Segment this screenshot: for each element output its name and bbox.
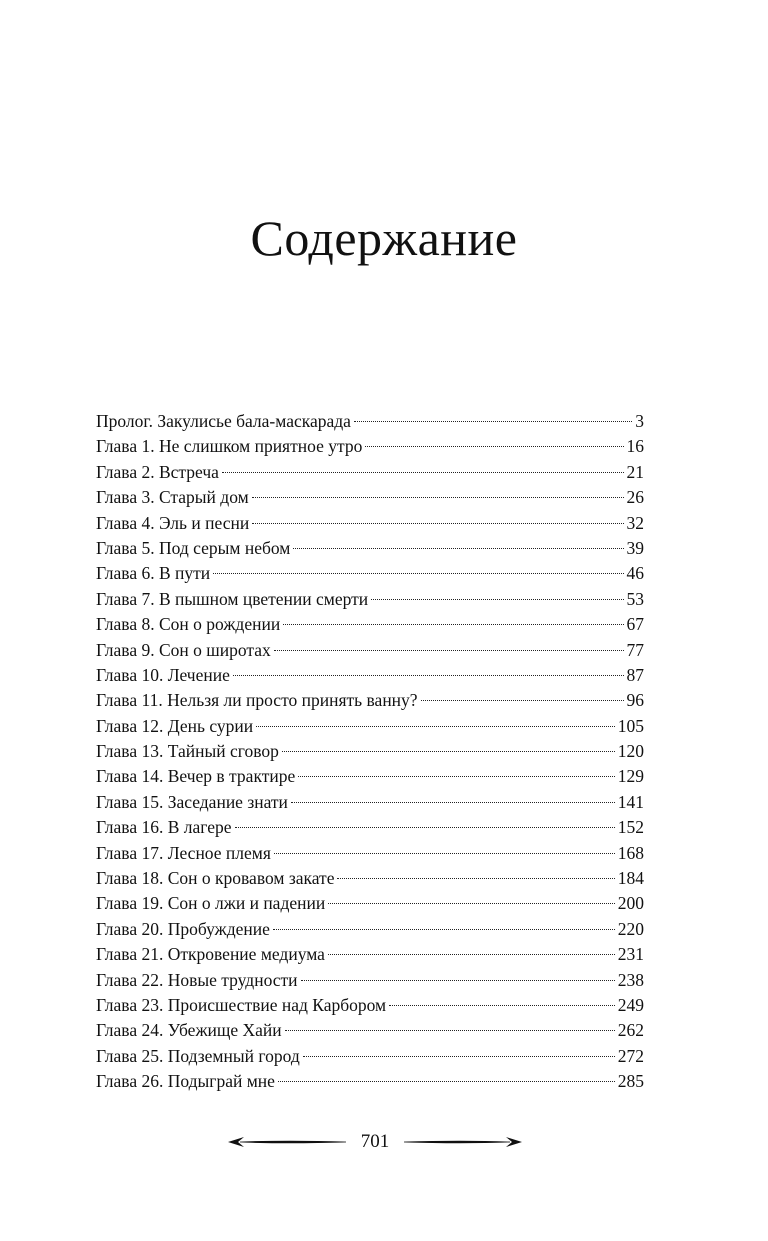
dot-leader <box>274 650 624 651</box>
dot-leader <box>278 1081 615 1082</box>
toc-entry-title: Глава 4. Эль и песни <box>96 512 250 533</box>
toc-entry <box>96 587 644 612</box>
toc-entry-page: 39 <box>626 537 644 558</box>
toc-entry-title: Пролог. Закулисье бала-маскарада <box>96 411 351 431</box>
toc-entry-page: 272 <box>617 1045 644 1066</box>
toc-entry-page: 46 <box>626 563 644 584</box>
toc-entry-title: Глава 2. Встреча <box>96 461 219 482</box>
toc-entry-page: 152 <box>617 817 644 838</box>
toc-entry-title: Глава 17. Лесное племя <box>96 842 271 863</box>
toc-entry-title: Глава 19. Сон о лжи и падении <box>96 893 326 914</box>
toc-entry-title: Глава 11. Нельзя ли просто принять ванну? <box>96 690 418 711</box>
dot-leader <box>291 802 615 803</box>
toc-entry-title: Глава 9. Сон о широтах <box>96 639 271 660</box>
toc-entry <box>96 1018 644 1043</box>
toc-entry-page: 77 <box>626 639 644 660</box>
dot-leader <box>354 421 632 422</box>
toc-entry <box>96 511 644 536</box>
toc-entry-title: Глава 22. Новые трудности <box>96 969 298 990</box>
toc-entry <box>96 485 644 510</box>
toc-entry-page: 16 <box>626 436 644 457</box>
dot-leader <box>222 472 624 473</box>
page-number: 701 <box>360 1131 390 1152</box>
toc-entry-page: 67 <box>626 614 644 635</box>
toc-entry <box>96 739 644 764</box>
dot-leader <box>301 980 615 981</box>
toc-entry <box>96 993 644 1018</box>
toc-entry-title: Глава 7. В пышном цветении смерти <box>96 588 369 609</box>
toc-entry-page: 3 <box>635 411 644 431</box>
dot-leader <box>293 548 623 549</box>
toc-entry-title: Глава 20. Пробуждение <box>96 918 270 939</box>
toc-entry-title: Глава 10. Лечение <box>96 664 230 685</box>
toc-entry-title: Глава 8. Сон о рождении <box>96 614 281 635</box>
toc-entry-page: 200 <box>617 893 644 914</box>
toc-entry-page: 105 <box>617 715 644 736</box>
toc-entry-page: 184 <box>617 868 644 889</box>
page-title: Содержание <box>250 210 518 266</box>
dot-leader <box>365 446 623 447</box>
toc-entry-page: 141 <box>617 791 644 812</box>
dot-leader <box>283 624 623 625</box>
toc-entry-title: Глава 25. Подземный город <box>96 1045 300 1066</box>
dot-leader <box>282 751 615 752</box>
toc-entry-title: Глава 13. Тайный сговор <box>96 741 279 762</box>
toc-entry-title: Глава 3. Старый дом <box>96 487 249 508</box>
toc-entry-title: Глава 24. Убежище Хайи <box>96 1020 282 1041</box>
toc-entry-page: 96 <box>626 690 644 711</box>
toc-entry-page: 21 <box>626 461 644 482</box>
toc-entry-title: Глава 23. Происшествие над Карбором <box>96 994 387 1015</box>
toc-entry-title: Глава 14. Вечер в трактире <box>96 766 296 787</box>
toc-entry-title: Глава 18. Сон о кровавом закате <box>96 868 335 889</box>
toc-entry <box>96 561 644 586</box>
toc-entry <box>96 841 644 866</box>
toc-entry <box>96 790 644 815</box>
toc-entry <box>96 663 644 688</box>
toc-entry <box>96 434 644 459</box>
toc-entry <box>96 815 644 840</box>
toc-entry-page: 87 <box>626 664 644 685</box>
toc-entry <box>96 891 644 916</box>
toc-entry <box>96 764 644 789</box>
toc-entry-page: 285 <box>617 1071 644 1092</box>
dot-leader <box>256 726 615 727</box>
toc-entry <box>96 612 644 637</box>
toc-entry-page: 220 <box>617 918 644 939</box>
toc-entry-title: Глава 15. Заседание знати <box>96 791 288 812</box>
toc-entry <box>96 460 644 485</box>
toc-entry <box>96 917 644 942</box>
toc-entry-page: 129 <box>617 766 644 787</box>
toc-entry-title: Глава 26. Подыграй мне <box>96 1071 275 1092</box>
toc-entry-page: 32 <box>626 512 644 533</box>
dot-leader <box>337 878 614 879</box>
dot-leader <box>213 573 623 574</box>
dot-leader <box>328 903 615 904</box>
toc-entry-page: 231 <box>617 944 644 965</box>
toc-entry-page: 262 <box>617 1020 644 1041</box>
dot-leader <box>233 675 624 676</box>
toc-entry-page: 168 <box>617 842 644 863</box>
toc-entry-title: Глава 16. В лагере <box>96 817 232 838</box>
toc-entry-title: Глава 12. День сурии <box>96 715 254 736</box>
toc-entry <box>96 638 644 663</box>
toc-entry-page: 53 <box>626 588 644 609</box>
toc-entry-page: 249 <box>617 994 644 1015</box>
dot-leader <box>273 929 615 930</box>
dot-leader <box>303 1056 615 1057</box>
toc-entry <box>96 688 644 713</box>
dot-leader <box>285 1030 615 1031</box>
toc-entry <box>96 942 644 967</box>
folio <box>228 1128 522 1158</box>
dot-leader <box>298 776 615 777</box>
dot-leader <box>252 497 624 498</box>
toc-entry-title: Глава 5. Под серым небом <box>96 537 291 558</box>
table-of-contents <box>96 409 644 1095</box>
dot-leader <box>371 599 623 600</box>
dot-leader <box>421 700 624 701</box>
toc-entry <box>96 1069 644 1094</box>
toc-entry <box>96 968 644 993</box>
toc-entry-title: Глава 1. Не слишком приятное утро <box>96 436 363 457</box>
dot-leader <box>252 523 623 524</box>
toc-entry-page: 120 <box>617 741 644 762</box>
toc-entry-page: 238 <box>617 969 644 990</box>
dot-leader <box>274 853 615 854</box>
toc-entry <box>96 536 644 561</box>
toc-entry-title: Глава 21. Откровение медиума <box>96 944 325 965</box>
dot-leader <box>389 1005 615 1006</box>
toc-entry-page: 26 <box>626 487 644 508</box>
toc-entry-title: Глава 6. В пути <box>96 563 211 584</box>
toc-entry <box>96 714 644 739</box>
dot-leader <box>235 827 615 828</box>
toc-entry <box>96 409 644 434</box>
toc-entry <box>96 866 644 891</box>
toc-entry <box>96 1044 644 1069</box>
dot-leader <box>328 954 615 955</box>
